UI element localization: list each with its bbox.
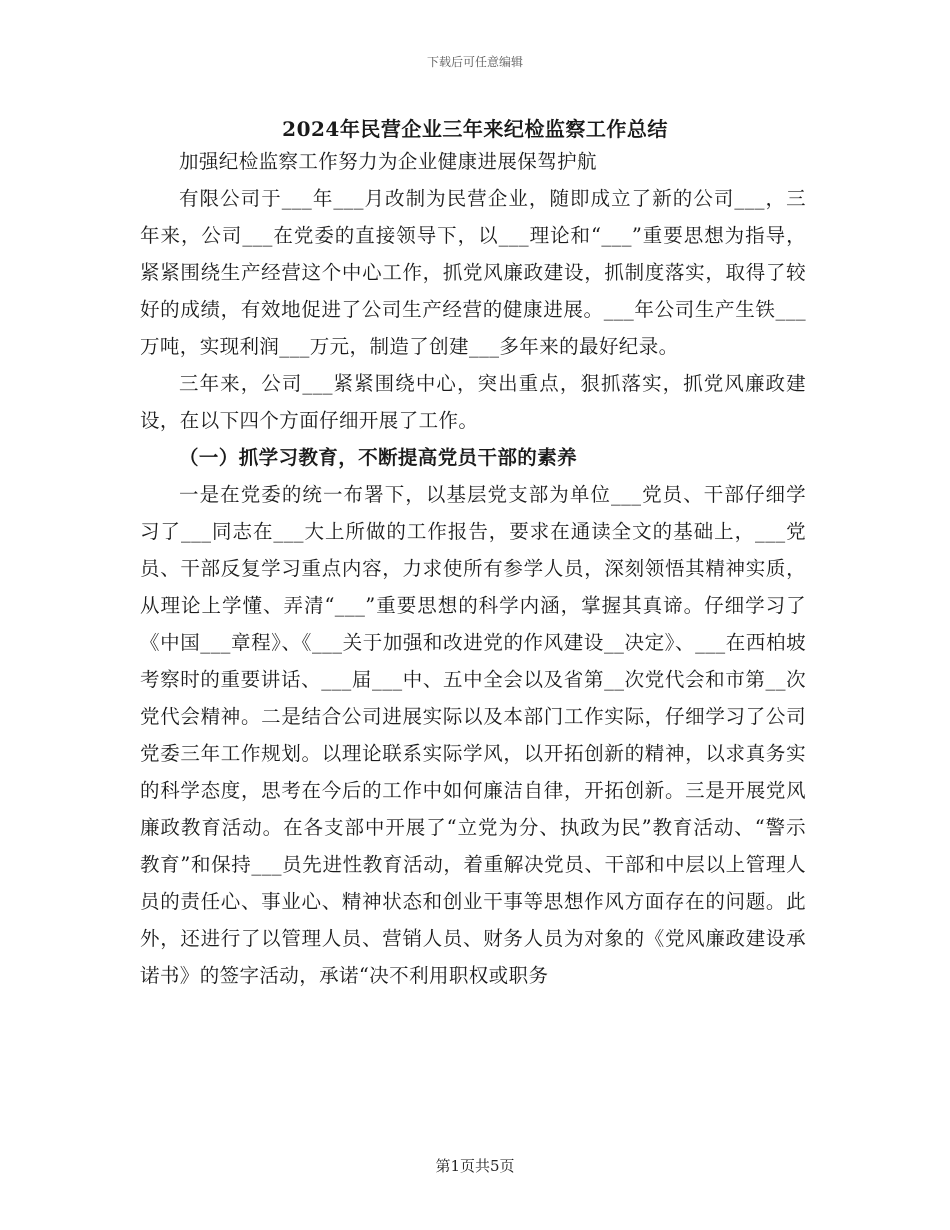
section-1-paragraph: 一是在党委的统一布署下，以基层党支部为单位___党员、干部仔细学习了___同志在___大上所做的工作报告，要求在通读全文的基础上，___党员、干部反复学习重点内容，力求使所有参学人员，深刻领悟其精神实质，从理论上学懂、弄清“___”重要思想的科学内涵，掌握其真谛。仔细学习了《中国___章程》、《___关于加强和改进党的作风建设__决定》、___在西柏坡考察时的重要讲话、___届___中、五中全会以及省第__次党代会和市第__次党代会精神。二是结合公司进展实际以及本部门工作实际，仔细学习了公司党委三年工作规划。以理论联系实际学风，以开拓创新的精神，以求真务实的科学态度，思考在今后的工作中如何廉洁自律，开拓创新。三是开展党风廉政教育活动。在各支部中开展了“立党为分、执政为民”教育活动、“警示教育”和保持___员先进性教育活动，着重解决党员、干部和中层以上管理人员的责任心、事业心、精神状态和创业干事等思想作风方面存在的问题。此外，还进行了以管理人员、营销人员、财务人员为对象的《党风廉政建设承诺书》的签字活动，承诺“决不利用职权或职务 (140, 483, 806, 987)
overview-paragraph: 三年来，公司___紧紧围绕中心，突出重点，狠抓落实，抓党风廉政建设，在以下四个方面仔细开展了工作。 (140, 372, 806, 432)
section-heading-1: （一）抓学习教育，不断提高党员干部的素养 (179, 446, 578, 469)
header-note: 下载后可任意编辑 (426, 55, 523, 69)
page-indicator: 第1页共5页 (435, 1157, 515, 1175)
intro-paragraph: 有限公司于___年___月改制为民营企业，随即成立了新的公司___，三年来，公司___在党委的直接领导下，以___理论和“___”重要思想为指导，紧紧围绕生产经营这个中心工作，抓党风廉政建设，抓制度落实，取得了较好的成绩，有效地促进了公司生产经营的健康进展。___年公司生产生铁___万吨，实现利润___万元，制造了创建___多年来的最好纪录。 (140, 187, 806, 358)
subtitle-paragraph: 加强纪检监察工作努力为企业健康进展保驾护航 (179, 150, 597, 173)
document-title: 2024年民营企业三年来纪检监察工作总结 (282, 117, 668, 141)
document-body (140, 143, 806, 994)
